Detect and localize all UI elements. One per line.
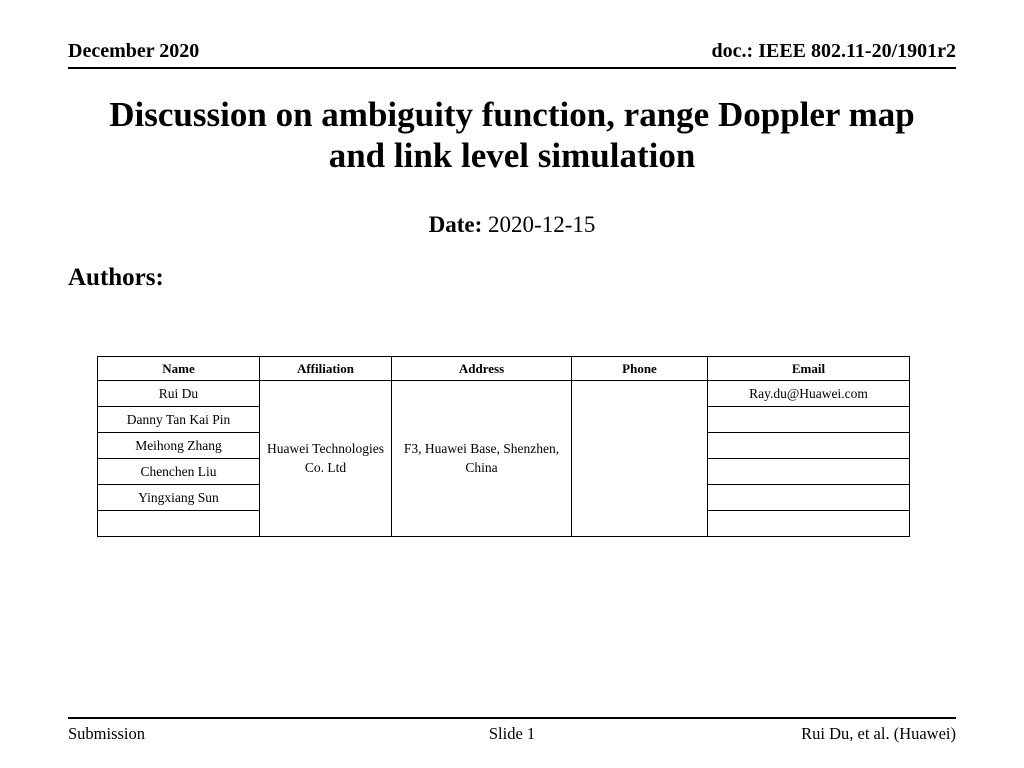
- cell-email: [708, 511, 910, 537]
- page-title: Discussion on ambiguity function, range Doppler map and link level simulation: [109, 95, 915, 176]
- header-doc-id: doc.: IEEE 802.11-20/1901r2: [711, 40, 956, 62]
- column-header-affiliation: Affiliation: [260, 357, 392, 381]
- footer-submission: Submission: [68, 724, 146, 743]
- cell-phone: [572, 381, 708, 537]
- column-header-address: Address: [392, 357, 572, 381]
- date-label: Date:: [428, 212, 483, 237]
- cell-affiliation: Huawei Technologies Co. Ltd: [260, 381, 392, 537]
- footer-slide-number: Slide 1: [488, 724, 536, 743]
- header-date: December 2020: [68, 40, 200, 62]
- cell-name: Rui Du: [98, 381, 260, 407]
- cell-name: Danny Tan Kai Pin: [98, 407, 260, 433]
- authors-heading: Authors:: [68, 264, 164, 291]
- table-header-row: [98, 357, 910, 381]
- cell-email: Ray.du@Huawei.com: [708, 381, 910, 407]
- slide-header: [68, 40, 956, 69]
- authors-table: [97, 356, 910, 537]
- slide-footer: [68, 717, 956, 744]
- cell-address: F3, Huawei Base, Shenzhen, China: [392, 381, 572, 537]
- cell-email: [708, 433, 910, 459]
- column-header-name: Name: [98, 357, 260, 381]
- presentation-date: [100, 212, 924, 238]
- footer-authors: Rui Du, et al. (Huawei): [801, 724, 956, 743]
- column-header-email: Email: [708, 357, 910, 381]
- cell-email: [708, 485, 910, 511]
- cell-name: Yingxiang Sun: [98, 485, 260, 511]
- cell-name: Chenchen Liu: [98, 459, 260, 485]
- date-value: 2020-12-15: [488, 212, 596, 237]
- table-row: [98, 381, 910, 407]
- column-header-phone: Phone: [572, 357, 708, 381]
- cell-name: [98, 511, 260, 537]
- cell-email: [708, 407, 910, 433]
- cell-email: [708, 459, 910, 485]
- cell-name: Meihong Zhang: [98, 433, 260, 459]
